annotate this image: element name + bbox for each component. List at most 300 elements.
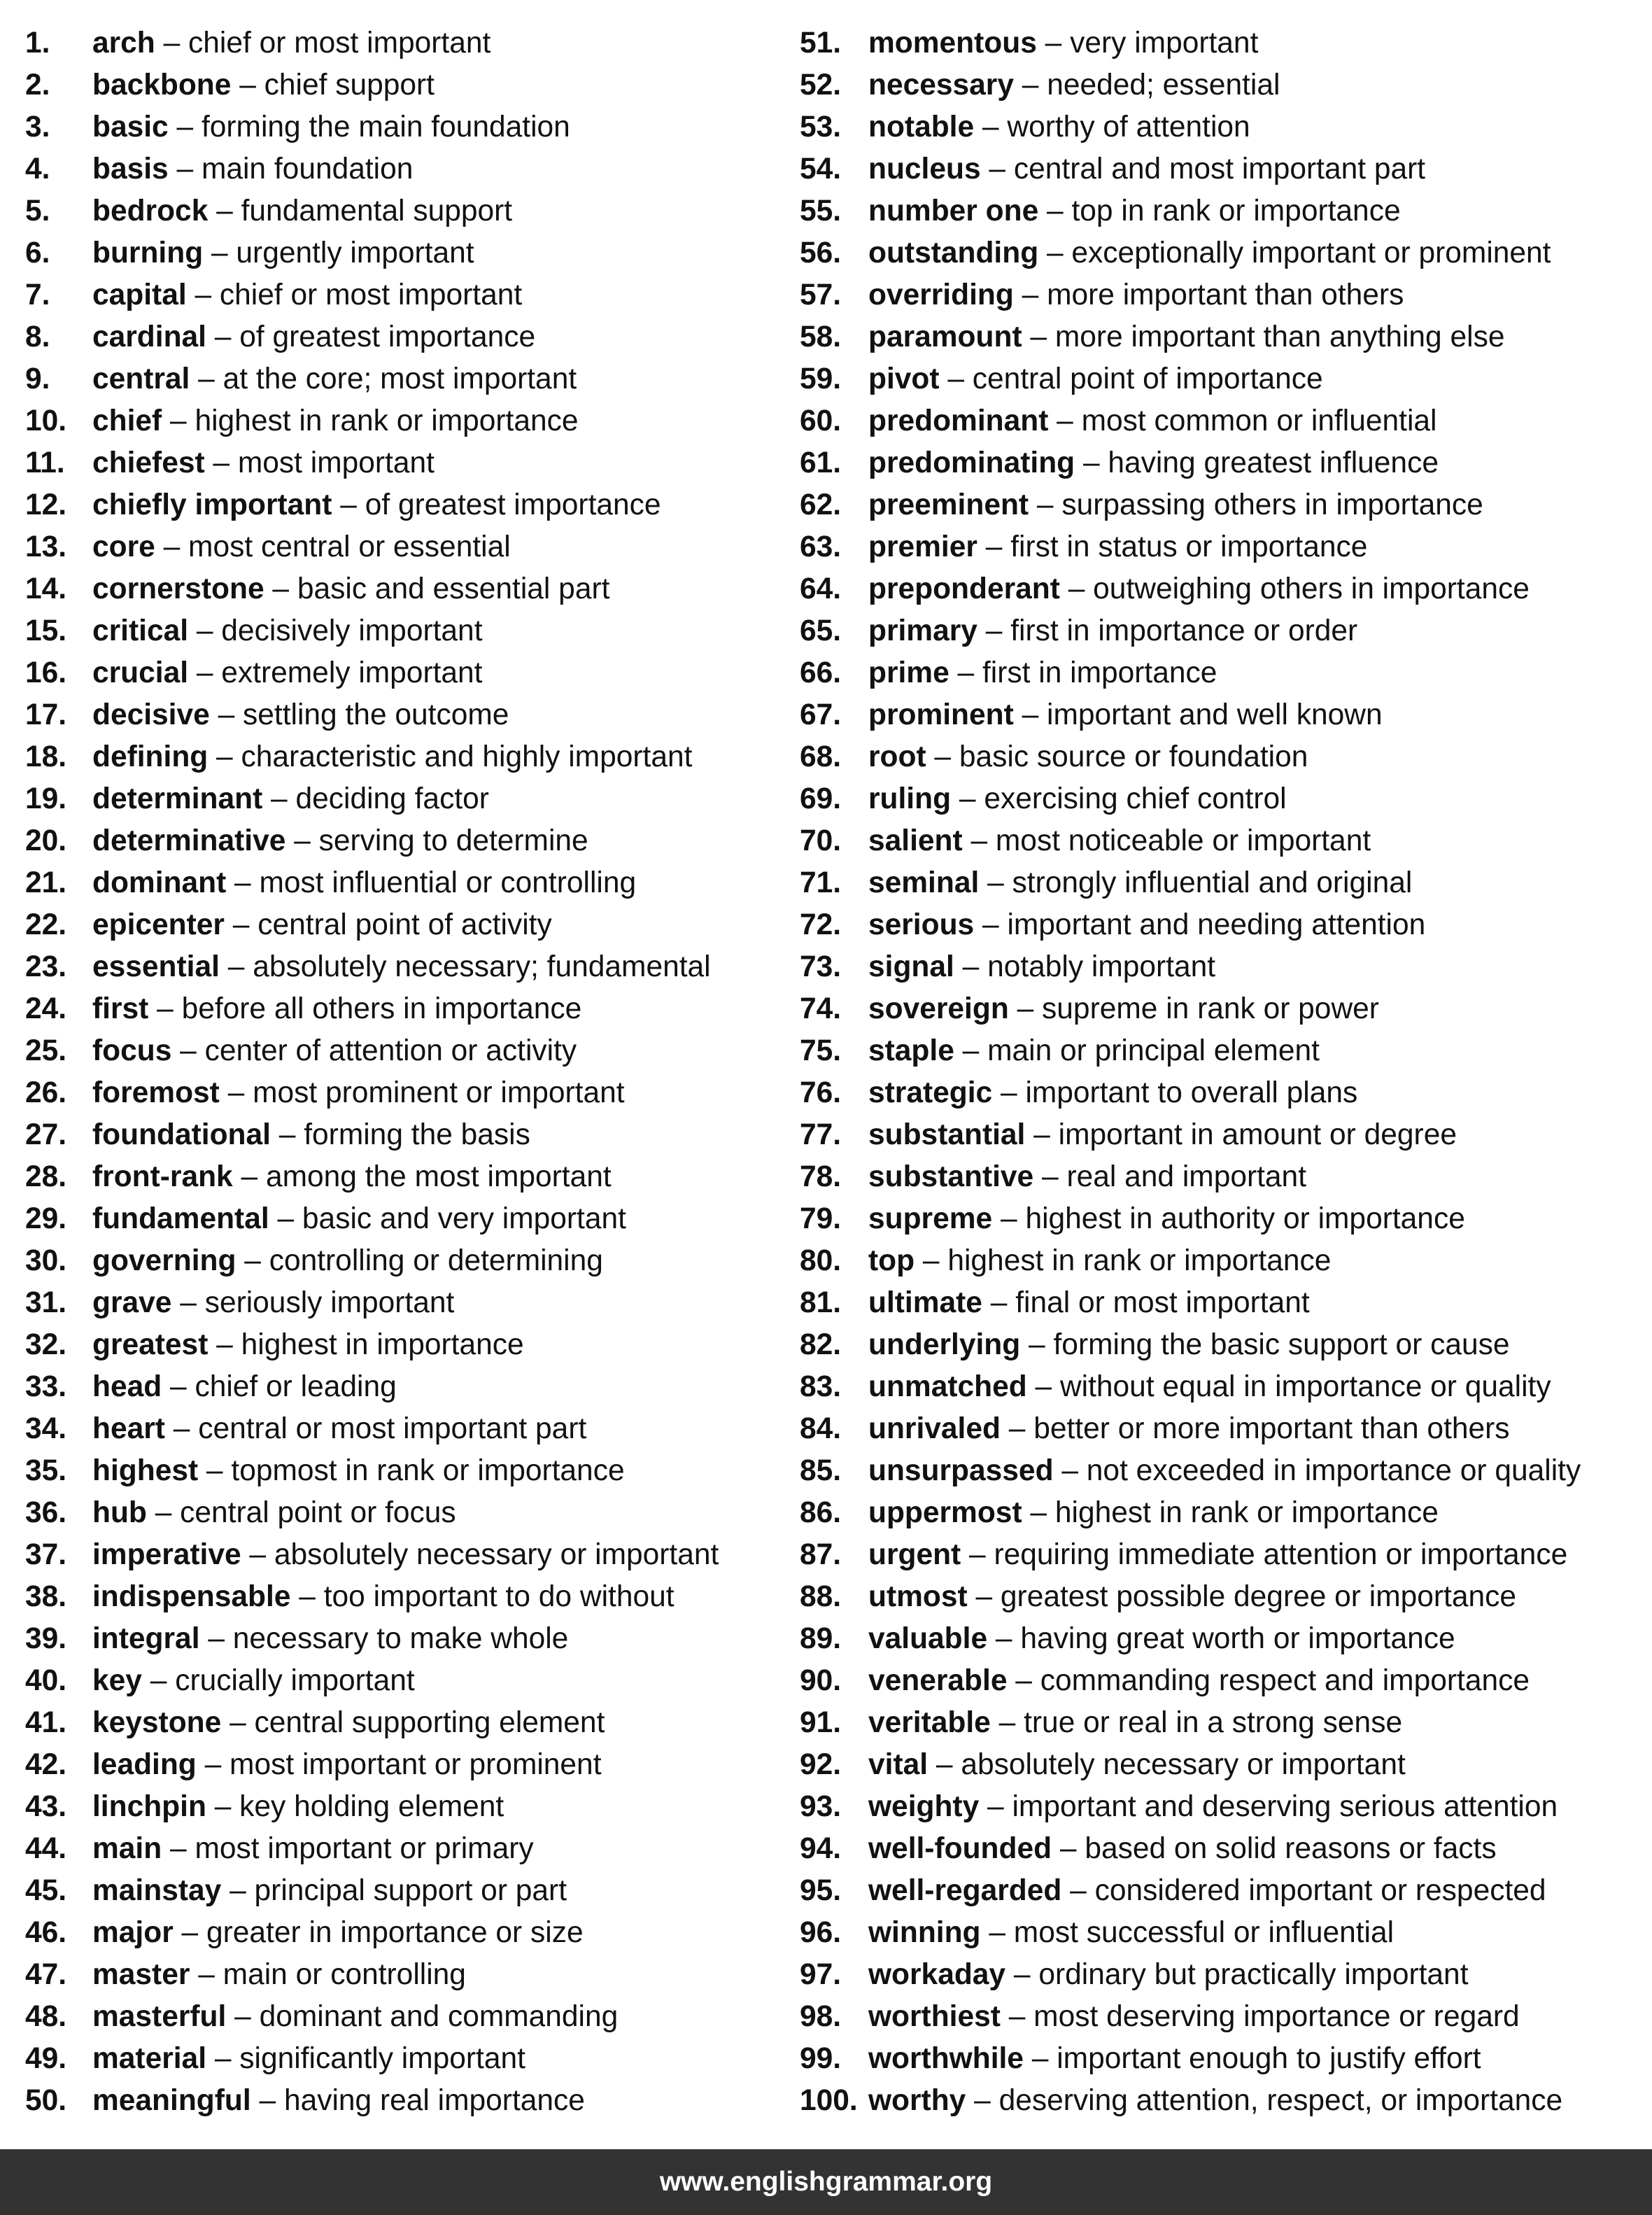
item-separator: – (979, 866, 1012, 899)
item-separator: – (186, 279, 220, 311)
item-definition: significantly important (239, 2042, 525, 2075)
list-item (25, 1828, 795, 1870)
item-word: mainstay (92, 1874, 222, 1907)
item-definition: before all others in importance (181, 992, 582, 1025)
list-item (25, 22, 795, 64)
list-item (800, 1492, 1646, 1534)
item-separator: – (1022, 321, 1055, 353)
item-word: prime (868, 656, 949, 689)
item-separator: – (221, 1706, 255, 1739)
list-item (25, 1408, 795, 1450)
item-number: 73. (800, 950, 842, 983)
item-definition: supreme in rank or power (1042, 992, 1379, 1025)
item-separator: – (190, 363, 223, 395)
item-word: unsurpassed (868, 1454, 1054, 1487)
item-separator: – (966, 2084, 999, 2117)
item-number: 11. (25, 446, 65, 479)
list-item (800, 1072, 1646, 1114)
item-word: substantial (868, 1118, 1026, 1151)
item-word: keystone (92, 1706, 222, 1739)
item-definition: key holding element (239, 1790, 504, 1823)
item-number: 22. (25, 908, 67, 941)
item-separator: – (203, 237, 236, 269)
item-number: 65. (800, 614, 842, 647)
item-number: 23. (25, 950, 67, 983)
item-definition: exceptionally important or prominent (1071, 237, 1551, 269)
item-word: staple (868, 1034, 954, 1067)
list-item (25, 862, 795, 904)
item-definition: chief or most important (219, 279, 523, 311)
item-definition: important enough to justify effort (1057, 2042, 1481, 2075)
list-item (800, 148, 1646, 190)
item-word: basic (92, 111, 169, 143)
item-separator: – (1029, 488, 1062, 521)
item-word: material (92, 2042, 207, 2075)
item-word: worthiest (868, 2000, 1001, 2033)
item-separator: – (155, 530, 189, 563)
item-separator: – (162, 1370, 195, 1403)
item-word: leading (92, 1748, 197, 1781)
item-number: 51. (800, 27, 842, 59)
item-number: 16. (25, 656, 67, 689)
item-definition: most important or primary (195, 1832, 534, 1865)
list-item (25, 232, 795, 274)
item-definition: highest in rank or importance (195, 405, 579, 437)
item-separator: – (206, 1790, 240, 1823)
item-number: 79. (800, 1202, 842, 1235)
list-item (25, 484, 795, 526)
list-item (800, 190, 1646, 232)
item-word: fundamental (92, 1202, 269, 1235)
list-item (25, 1030, 795, 1072)
item-separator: – (141, 1664, 176, 1697)
list-item (25, 1198, 795, 1240)
item-word: foundational (92, 1118, 271, 1151)
item-separator: – (980, 153, 1014, 185)
item-definition: worthy of attention (1007, 111, 1250, 143)
list-item (25, 2038, 795, 2080)
item-number: 32. (25, 1328, 67, 1361)
item-word: winning (868, 1916, 981, 1949)
item-definition: highest in rank or importance (947, 1244, 1332, 1277)
list-item (800, 1450, 1646, 1492)
item-definition: chief or most important (188, 27, 491, 59)
item-separator: – (168, 153, 202, 185)
item-definition: most common or influential (1081, 405, 1437, 437)
list-item (25, 946, 795, 988)
item-word: uppermost (868, 1496, 1022, 1529)
item-word: urgent (868, 1538, 961, 1571)
item-separator: – (162, 405, 195, 437)
item-separator: – (954, 1034, 988, 1067)
item-word: strategic (868, 1076, 993, 1109)
item-definition: most successful or influential (1013, 1916, 1395, 1949)
list-item (800, 778, 1646, 820)
item-separator: – (980, 1916, 1014, 1949)
item-separator: – (171, 1286, 205, 1319)
item-number: 52. (800, 69, 842, 101)
item-separator: – (236, 1244, 269, 1277)
item-word: ultimate (868, 1286, 982, 1319)
item-separator: – (232, 1160, 266, 1193)
item-number: 9. (25, 363, 50, 395)
item-definition: of greatest importance (365, 488, 661, 521)
item-definition: urgently important (236, 237, 474, 269)
list-item (25, 1660, 795, 1702)
item-word: master (92, 1958, 190, 1991)
item-definition: most deserving importance or regard (1033, 2000, 1520, 2033)
item-definition: chief or leading (195, 1370, 397, 1403)
item-definition: commanding respect and importance (1040, 1664, 1530, 1697)
item-separator: – (1052, 1832, 1085, 1865)
item-definition: crucially important (175, 1664, 415, 1697)
item-definition: having greatest influence (1108, 446, 1439, 479)
item-word: utmost (868, 1580, 968, 1613)
item-number: 47. (25, 1958, 67, 1991)
list-item (25, 1870, 795, 1912)
item-definition: better or more important than others (1033, 1412, 1510, 1445)
item-number: 67. (800, 698, 842, 731)
item-word: hub (92, 1496, 147, 1529)
list-item (800, 1576, 1646, 1618)
item-number: 26. (25, 1076, 67, 1109)
list-item (25, 736, 795, 778)
list-item (800, 2080, 1646, 2122)
item-number: 12. (25, 488, 67, 521)
list-item (800, 946, 1646, 988)
list-item (800, 358, 1646, 400)
list-item (25, 988, 795, 1030)
item-separator: – (1059, 572, 1094, 605)
item-word: meaningful (92, 2084, 251, 2117)
item-number: 39. (25, 1622, 67, 1655)
item-definition: final or most important (1015, 1286, 1310, 1319)
item-number: 31. (25, 1286, 67, 1319)
item-word: first (92, 992, 149, 1025)
item-separator: – (173, 1916, 206, 1949)
item-word: well-founded (868, 1832, 1052, 1865)
list-item (25, 778, 795, 820)
item-separator: – (219, 950, 253, 983)
item-number: 96. (800, 1916, 842, 1949)
item-word: arch (92, 27, 155, 59)
item-word: outstanding (868, 237, 1039, 269)
item-separator: – (1000, 1412, 1034, 1445)
item-definition: outweighing others in importance (1093, 572, 1530, 605)
list-item (25, 190, 795, 232)
item-number: 45. (25, 1874, 67, 1907)
item-number: 5. (25, 195, 50, 227)
list-item (25, 904, 795, 946)
item-number: 38. (25, 1580, 67, 1613)
item-number: 94. (800, 1832, 842, 1865)
item-separator: – (987, 1622, 1021, 1655)
item-separator: – (250, 2084, 284, 2117)
item-definition: forming the basic support or cause (1053, 1328, 1510, 1361)
item-number: 54. (800, 153, 842, 185)
item-separator: – (190, 1958, 223, 1991)
item-number: 13. (25, 530, 67, 563)
item-separator: – (1000, 2000, 1034, 2033)
item-number: 84. (800, 1412, 842, 1445)
item-number: 63. (800, 530, 842, 563)
list-item (25, 1786, 795, 1828)
item-separator: – (1013, 69, 1047, 101)
item-number: 82. (800, 1328, 842, 1361)
list-item (800, 1744, 1646, 1786)
item-word: salient (868, 824, 963, 857)
list-item (800, 610, 1646, 652)
item-definition: important to overall plans (1025, 1076, 1358, 1109)
item-definition: strongly influential and original (1012, 866, 1413, 899)
list-item (25, 1954, 795, 1996)
item-number: 69. (800, 782, 842, 815)
item-definition: absolutely necessary or important (274, 1538, 719, 1571)
item-definition: central supporting element (254, 1706, 605, 1739)
item-number: 98. (800, 2000, 842, 2033)
item-separator: – (168, 111, 202, 143)
item-word: decisive (92, 698, 210, 731)
item-separator: – (1075, 446, 1108, 479)
list-item (800, 64, 1646, 106)
item-definition: true or real in a strong sense (1024, 1706, 1403, 1739)
item-number: 55. (800, 195, 842, 227)
item-definition: real and important (1066, 1160, 1307, 1193)
item-separator: – (1007, 1664, 1040, 1697)
item-separator: – (208, 740, 241, 773)
item-word: basis (92, 153, 169, 185)
item-number: 97. (800, 1958, 842, 1991)
item-word: defining (92, 740, 209, 773)
item-word: weighty (868, 1790, 980, 1823)
item-word: worthy (868, 2084, 966, 2117)
list-item (800, 1702, 1646, 1744)
item-separator: – (285, 824, 319, 857)
item-number: 36. (25, 1496, 67, 1529)
item-definition: central and most important part (1013, 153, 1426, 185)
item-word: key (92, 1664, 142, 1697)
item-separator: – (1013, 698, 1047, 731)
item-number: 49. (25, 2042, 67, 2075)
item-separator: – (208, 1328, 241, 1361)
item-number: 75. (800, 1034, 842, 1067)
list-item (25, 1282, 795, 1324)
item-number: 15. (25, 614, 67, 647)
item-word: predominating (868, 446, 1075, 479)
item-definition: requiring immediate attention or importance (994, 1538, 1568, 1571)
item-separator: – (262, 782, 296, 815)
list-item (25, 1534, 795, 1576)
item-word: indispensable (92, 1580, 291, 1613)
item-number: 42. (25, 1748, 67, 1781)
list-item (800, 526, 1646, 568)
item-separator: – (270, 1118, 304, 1151)
item-word: supreme (868, 1202, 993, 1235)
item-definition: important in amount or degree (1058, 1118, 1457, 1151)
item-definition: important and deserving serious attention (1012, 1790, 1558, 1823)
item-number: 18. (25, 740, 67, 773)
item-number: 59. (800, 363, 842, 395)
item-word: signal (868, 950, 954, 983)
item-separator: – (188, 614, 222, 647)
item-word: determinative (92, 824, 286, 857)
item-definition: notably important (987, 950, 1216, 983)
list-item (25, 106, 795, 148)
item-separator: – (1038, 237, 1072, 269)
item-number: 80. (800, 1244, 842, 1277)
list-item (800, 904, 1646, 946)
item-separator: – (171, 1034, 205, 1067)
item-definition: decisively important (221, 614, 483, 647)
item-separator: – (188, 656, 222, 689)
list-item (25, 1912, 795, 1954)
item-number: 25. (25, 1034, 67, 1067)
list-item (800, 1786, 1646, 1828)
item-word: focus (92, 1034, 172, 1067)
list-item (800, 1660, 1646, 1702)
item-separator: – (977, 530, 1011, 563)
item-separator: – (1008, 992, 1043, 1025)
item-word: unmatched (868, 1370, 1027, 1403)
footer-url: www.englishgrammar.org (659, 2167, 993, 2197)
item-number: 20. (25, 824, 67, 857)
list-item (25, 1996, 795, 2038)
list-item (25, 400, 795, 442)
item-word: burning (92, 237, 204, 269)
item-separator: – (162, 1832, 195, 1865)
item-definition: greatest possible degree or importance (1000, 1580, 1517, 1613)
item-separator: – (990, 1706, 1024, 1739)
item-word: chiefly important (92, 488, 332, 521)
item-separator: – (208, 195, 241, 227)
item-number: 53. (800, 111, 842, 143)
item-number: 1. (25, 27, 50, 59)
item-definition: without equal in importance or quality (1059, 1370, 1551, 1403)
list-item (800, 652, 1646, 694)
item-word: main (92, 1832, 162, 1865)
item-separator: – (1026, 1370, 1060, 1403)
item-number: 21. (25, 866, 67, 899)
item-definition: central point of activity (257, 908, 552, 941)
item-separator: – (241, 1538, 274, 1571)
item-separator: – (269, 1202, 302, 1235)
list-item (800, 1996, 1646, 2038)
item-word: dominant (92, 866, 227, 899)
item-definition: necessary to make whole (232, 1622, 569, 1655)
list-item (800, 106, 1646, 148)
item-word: well-regarded (868, 1874, 1062, 1907)
list-item (800, 1534, 1646, 1576)
item-number: 17. (25, 698, 67, 731)
item-number: 70. (800, 824, 842, 857)
item-number: 71. (800, 866, 842, 899)
item-number: 81. (800, 1286, 842, 1319)
list-item (25, 526, 795, 568)
item-definition: fundamental support (241, 195, 513, 227)
item-number: 58. (800, 321, 842, 353)
item-definition: topmost in rank or importance (231, 1454, 625, 1487)
item-word: central (92, 363, 190, 395)
item-separator: – (1053, 1454, 1087, 1487)
list-item (800, 1912, 1646, 1954)
item-word: backbone (92, 69, 232, 101)
item-separator: – (962, 824, 996, 857)
item-definition: more important than others (1047, 279, 1404, 311)
item-word: foremost (92, 1076, 220, 1109)
item-separator: – (209, 698, 243, 731)
item-definition: center of attention or activity (204, 1034, 577, 1067)
item-word: imperative (92, 1538, 241, 1571)
list-item (25, 1072, 795, 1114)
item-word: top (868, 1244, 915, 1277)
item-word: workaday (868, 1958, 1006, 1991)
item-separator: – (949, 656, 982, 689)
list-item (25, 2080, 795, 2122)
list-item (25, 568, 795, 610)
item-definition: chief support (264, 69, 435, 101)
item-separator: – (1022, 1496, 1055, 1529)
list-item (800, 1240, 1646, 1282)
item-number: 66. (800, 656, 842, 689)
list-item (25, 1240, 795, 1282)
item-separator: – (992, 1202, 1026, 1235)
item-definition: of greatest importance (239, 321, 536, 353)
item-separator: – (332, 488, 365, 521)
item-separator: – (196, 1748, 230, 1781)
item-number: 62. (800, 488, 842, 521)
list-item (800, 1324, 1646, 1366)
item-word: root (868, 740, 926, 773)
list-item (25, 1324, 795, 1366)
list-item (25, 1576, 795, 1618)
item-number: 37. (25, 1538, 67, 1571)
item-word: chief (92, 405, 162, 437)
item-word: epicenter (92, 908, 225, 941)
item-word: chiefest (92, 446, 205, 479)
item-definition: controlling or determining (269, 1244, 603, 1277)
item-word: heart (92, 1412, 165, 1445)
item-definition: absolutely necessary or important (961, 1748, 1406, 1781)
item-definition: greater in importance or size (206, 1916, 584, 1949)
item-definition: highest in authority or importance (1025, 1202, 1465, 1235)
item-number: 64. (800, 572, 842, 605)
list-item (800, 694, 1646, 736)
item-word: essential (92, 950, 220, 983)
list-item (800, 1408, 1646, 1450)
item-number: 29. (25, 1202, 67, 1235)
list-item (25, 316, 795, 358)
item-number: 33. (25, 1370, 67, 1403)
item-number: 76. (800, 1076, 842, 1109)
item-number: 95. (800, 1874, 842, 1907)
list-item (800, 1114, 1646, 1156)
item-definition: absolutely necessary; fundamental (253, 950, 711, 983)
item-separator: – (206, 2042, 240, 2075)
list-item (25, 1618, 795, 1660)
list-item (25, 1492, 795, 1534)
item-word: momentous (868, 27, 1037, 59)
item-number: 10. (25, 405, 67, 437)
item-number: 43. (25, 1790, 67, 1823)
item-separator: – (915, 1244, 948, 1277)
item-separator: – (928, 1748, 961, 1781)
item-number: 86. (800, 1496, 842, 1529)
item-word: paramount (868, 321, 1022, 353)
item-separator: – (926, 740, 959, 773)
list-item (800, 2038, 1646, 2080)
item-definition: highest in rank or importance (1054, 1496, 1439, 1529)
item-number: 24. (25, 992, 67, 1025)
